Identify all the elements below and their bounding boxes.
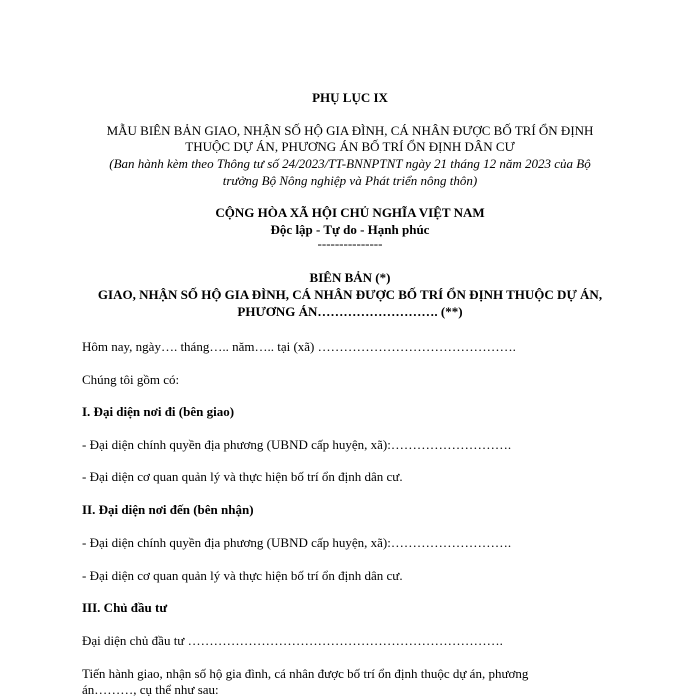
record-title: BIÊN BẢN (*) <box>309 270 391 285</box>
proceed-line-2: án………, cụ thể như sau: <box>82 682 219 697</box>
appendix-note-line-2: trưởng Bộ Nông nghiệp và Phát triển nông thôn) <box>222 173 478 188</box>
investor-representative-line: Đại diện chủ đầu tư ………………………………………………………………. <box>82 633 503 648</box>
section-1-heading: I. Đại diện nơi đi (bên giao) <box>82 404 235 419</box>
header-divider: --------------- <box>317 236 383 251</box>
record-heading-line-1: GIAO, NHẬN SỐ HỘ GIA ĐÌNH, CÁ NHÂN ĐƯỢC BỐ TRÍ ỔN ĐỊNH THUỘC DỰ ÁN, <box>97 287 603 302</box>
national-motto: Độc lập - Tự do - Hạnh phúc <box>270 222 430 237</box>
appendix-title: PHỤ LỤC IX <box>312 90 388 105</box>
participants-line: Chúng tôi gồm có: <box>82 372 180 387</box>
section-1-item-1: - Đại diện chính quyền địa phương (UBND cấp huyện, xã):………………………. <box>82 437 512 452</box>
proceed-line-1: Tiến hành giao, nhận số hộ gia đình, cá nhân được bố trí ổn định thuộc dự án, phương <box>82 666 529 681</box>
intro-date-line: Hôm nay, ngày…. tháng….. năm….. tại (xã) ………………………………………. <box>82 339 516 354</box>
section-2-item-2: - Đại diện cơ quan quản lý và thực hiện bố trí ổn định dân cư. <box>82 568 403 583</box>
section-2-heading: II. Đại diện nơi đến (bên nhận) <box>82 502 254 517</box>
appendix-subtitle-line-2: THUỘC DỰ ÁN, PHƯƠNG ÁN BỐ TRÍ ỔN ĐỊNH DÂN CƯ <box>185 139 515 154</box>
section-3-heading: III. Chủ đầu tư <box>82 600 168 615</box>
appendix-note-line-1: (Ban hành kèm theo Thông tư số 24/2023/TT-BNNPTNT ngày 21 tháng 12 năm 2023 của Bộ <box>109 156 591 171</box>
section-1-item-2: - Đại diện cơ quan quản lý và thực hiện bố trí ổn định dân cư. <box>82 469 403 484</box>
section-2-item-1: - Đại diện chính quyền địa phương (UBND cấp huyện, xã):………………………. <box>82 535 512 550</box>
country-name: CỘNG HÒA XÃ HỘI CHỦ NGHĨA VIỆT NAM <box>215 205 485 220</box>
record-heading-line-2: PHƯƠNG ÁN………………………. (**) <box>237 304 463 319</box>
appendix-subtitle-line-1: MẪU BIÊN BẢN GIAO, NHẬN SỐ HỘ GIA ĐÌNH, CÁ NHÂN ĐƯỢC BỐ TRÍ ỔN ĐỊNH <box>106 123 594 138</box>
